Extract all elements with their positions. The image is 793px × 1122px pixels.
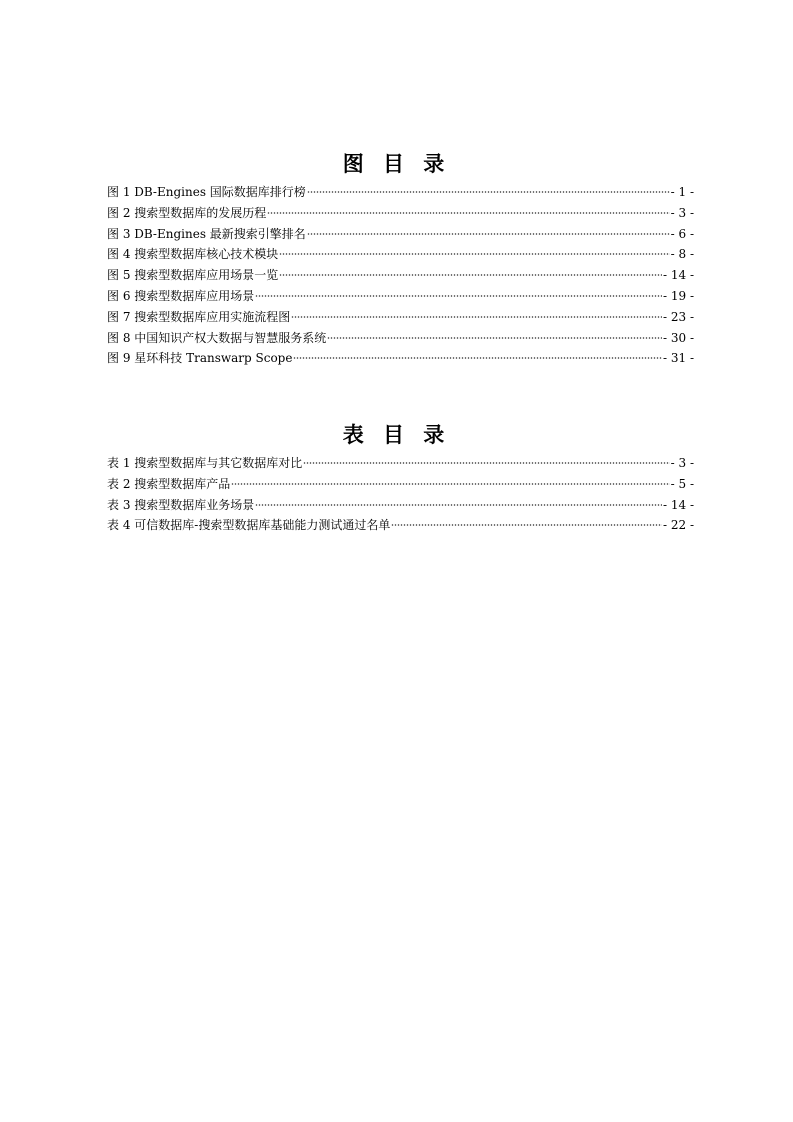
table-list (107, 453, 694, 536)
toc-entry[interactable] (107, 348, 694, 369)
toc-entry-label: 图 5 搜索型数据库应用场景一览 (107, 268, 279, 283)
figure-list (107, 182, 694, 369)
toc-entry-label: 表 3 搜索型数据库业务场景 (107, 497, 255, 512)
toc-entry-label: 表 4 可信数据库-搜索型数据库基础能力测试通过名单 (107, 518, 391, 533)
toc-entry-label: 图 3 DB-Engines 最新搜索引擎排名 (107, 226, 306, 241)
toc-entry-page: - 6 - (670, 226, 694, 241)
toc-entry[interactable] (107, 203, 694, 224)
dot-leader (391, 524, 662, 526)
toc-entry-label: 图 7 搜索型数据库应用实施流程图 (107, 309, 291, 324)
dot-leader (291, 316, 662, 318)
toc-entry-label: 图 8 中国知识产权大数据与智慧服务系统 (107, 330, 327, 345)
toc-entry[interactable] (107, 495, 694, 516)
toc-entry-page: - 8 - (670, 247, 694, 262)
toc-entry-page: - 30 - (662, 330, 694, 345)
toc-entry-page: - 3 - (670, 456, 694, 470)
toc-entry[interactable] (107, 224, 694, 245)
toc-entry-label: 图 2 搜索型数据库的发展历程 (107, 205, 267, 220)
toc-entry[interactable] (107, 328, 694, 349)
toc-entry[interactable] (107, 286, 694, 307)
toc-entry-label: 图 9 星环科技 Transwarp Scope (107, 351, 293, 366)
toc-entry-label: 图 4 搜索型数据库核心技术模块 (107, 247, 279, 262)
dot-leader (293, 357, 662, 359)
toc-entry-page: - 23 - (662, 309, 694, 324)
toc-entry[interactable] (107, 265, 694, 286)
toc-entry[interactable] (107, 244, 694, 265)
toc-entry[interactable] (107, 307, 694, 328)
toc-entry-label: 图 1 DB-Engines 国际数据库排行榜 (107, 185, 306, 199)
toc-entry-label: 表 2 搜索型数据库产品 (107, 476, 231, 491)
toc-entry-page: - 14 - (662, 497, 694, 512)
dot-leader (303, 462, 669, 464)
toc-entry-label: 表 1 搜索型数据库与其它数据库对比 (107, 456, 303, 470)
dot-leader (255, 295, 662, 297)
toc-entry-page: - 22 - (662, 518, 694, 533)
figure-list-title: 图 目 录 (342, 152, 451, 176)
toc-entry-label: 图 6 搜索型数据库应用场景 (107, 288, 255, 303)
dot-leader (307, 233, 670, 235)
toc-entry[interactable] (107, 182, 694, 203)
toc-entry-page: - 5 - (670, 476, 694, 491)
toc-entry-page: - 31 - (662, 351, 694, 366)
table-list-title: 表 目 录 (342, 423, 451, 447)
dot-leader (255, 504, 662, 506)
toc-entry[interactable] (107, 515, 694, 536)
dot-leader (327, 337, 662, 339)
dot-leader (307, 191, 670, 193)
toc-entry-page: - 3 - (670, 205, 694, 220)
toc-entry[interactable] (107, 474, 694, 495)
dot-leader (267, 212, 669, 214)
toc-entry-page: - 19 - (662, 288, 694, 303)
toc-entry-page: - 14 - (662, 268, 694, 283)
dot-leader (279, 253, 669, 255)
toc-entry-page: - 1 - (670, 185, 694, 199)
toc-entry[interactable] (107, 453, 694, 474)
dot-leader (231, 483, 669, 485)
dot-leader (279, 274, 662, 276)
